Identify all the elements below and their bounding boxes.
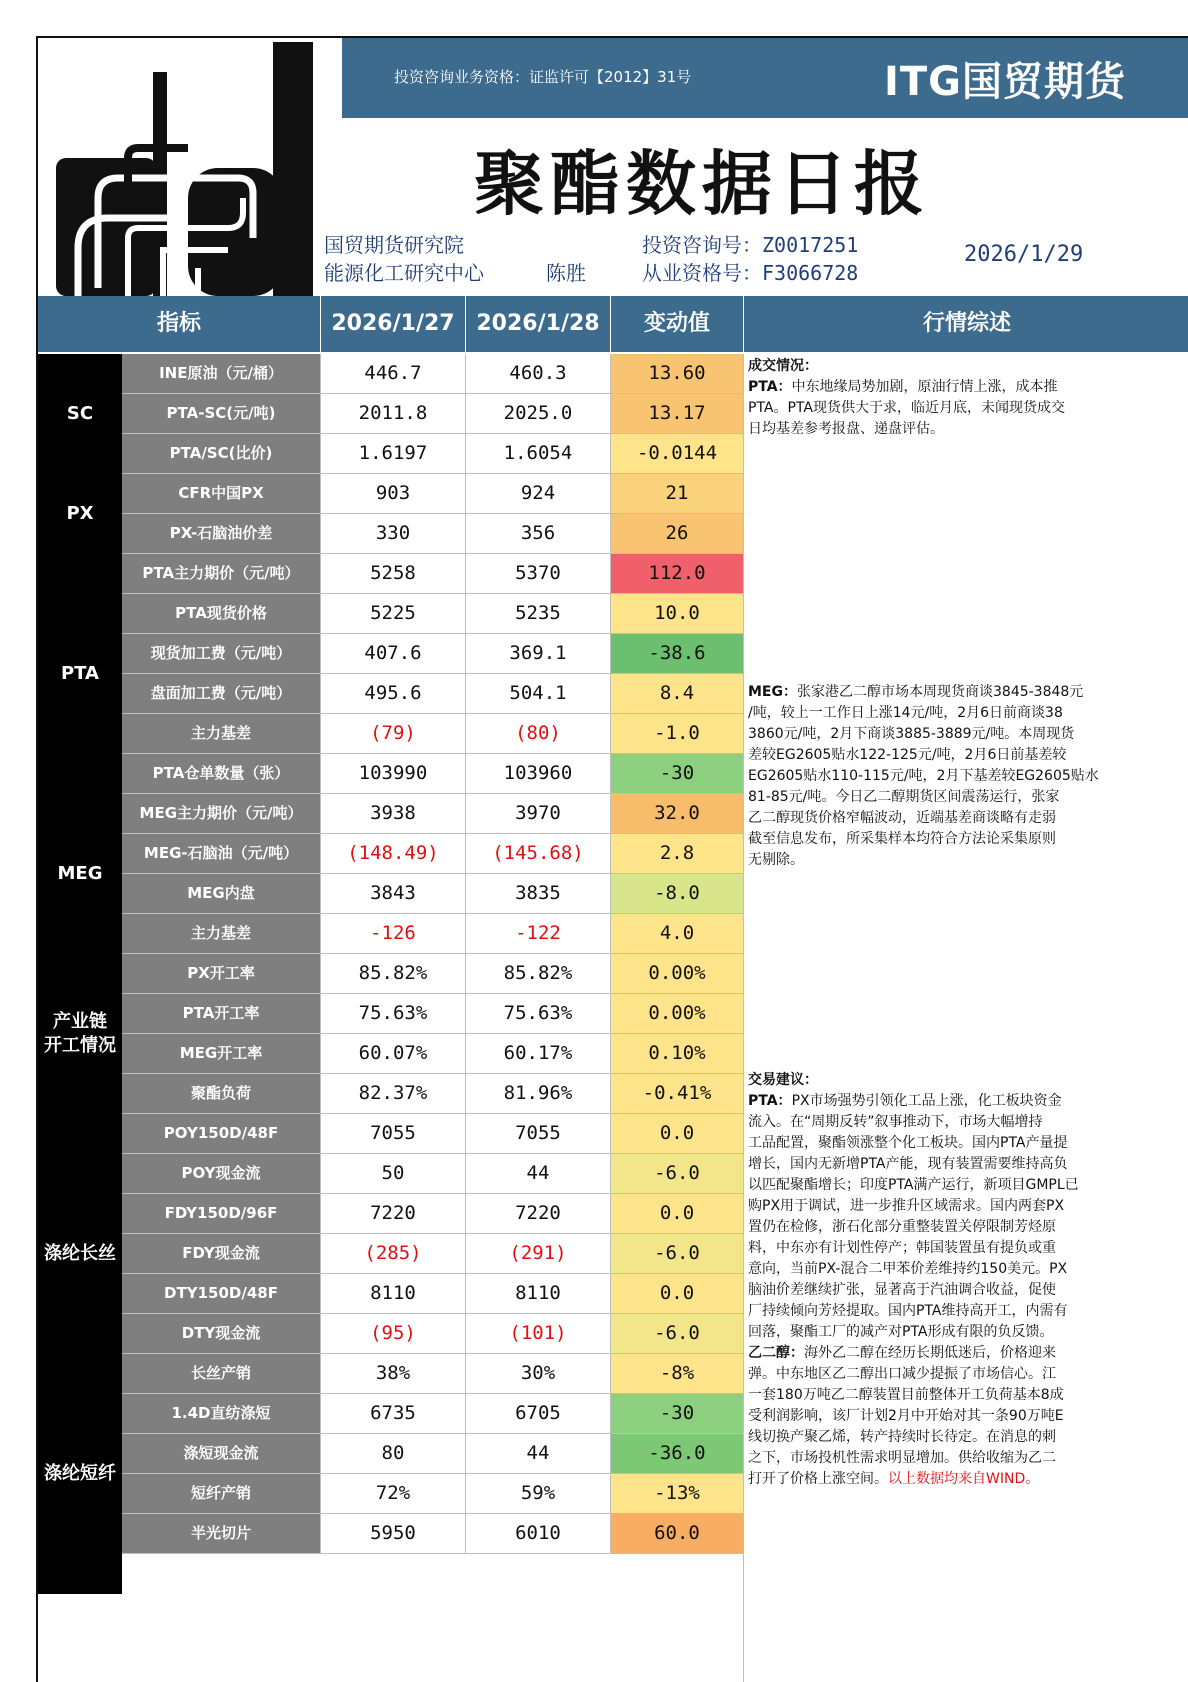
page-title: 聚酯数据日报: [474, 142, 930, 225]
value-date2: 44: [466, 1154, 611, 1194]
column-header-date2: 2026/1/28: [466, 296, 611, 352]
meg-deal-line: 截至信息发布，所采集样本均符合方法论采集原则: [748, 831, 1056, 847]
indicator-name: FDY现金流: [122, 1234, 321, 1274]
column-header-summary: 行情综述: [922, 311, 1011, 336]
table-row: [122, 1394, 742, 1434]
table-row: [122, 1474, 742, 1514]
table-row: [122, 474, 742, 514]
indicator-name: 主力基差: [122, 914, 321, 954]
table-header: [38, 296, 1188, 352]
refinery-logo-icon: [38, 38, 340, 296]
table-row: [122, 834, 742, 874]
change-value: -38.6: [611, 634, 744, 674]
indicator-name: DTY现金流: [122, 1314, 321, 1354]
change-value: -1.0: [611, 714, 744, 754]
value-date2: 1.6054: [466, 434, 611, 474]
change-value: 4.0: [611, 914, 744, 954]
value-date1: (285): [321, 1234, 466, 1274]
indicator-name: 聚酯负荷: [122, 1074, 321, 1114]
category-label: PX: [38, 474, 122, 554]
value-date1: (95): [321, 1314, 466, 1354]
table-row: [122, 1274, 742, 1314]
value-date1: 446.7: [321, 354, 466, 394]
value-date2: 924: [466, 474, 611, 514]
value-date1: 60.07%: [321, 1034, 466, 1074]
value-date2: 2025.0: [466, 394, 611, 434]
value-date1: 7220: [321, 1194, 466, 1234]
indicator-name: MEG开工率: [122, 1034, 321, 1074]
table-row: [122, 394, 742, 434]
indicator-name: PTA主力期价（元/吨）: [122, 554, 321, 594]
value-date2: 7220: [466, 1194, 611, 1234]
value-date2: 3835: [466, 874, 611, 914]
table-row: [122, 1154, 742, 1194]
table-row: [122, 1354, 742, 1394]
value-date1: 903: [321, 474, 466, 514]
change-value: -30: [611, 1394, 744, 1434]
eg-advice-line: 受利润影响，该厂计划2月中开始对其一条90万吨E: [748, 1408, 1064, 1424]
table-row: [122, 1514, 742, 1554]
value-date1: -126: [321, 914, 466, 954]
pta-deal-line: 日均基差参考报盘、递盘评估。: [748, 421, 944, 437]
value-date1: (148.49): [321, 834, 466, 874]
deal-section: [748, 356, 1188, 440]
change-value: 112.0: [611, 554, 744, 594]
value-date1: 7055: [321, 1114, 466, 1154]
value-date2: (101): [466, 1314, 611, 1354]
analyst-name: 陈胜: [546, 261, 586, 285]
change-value: -0.41%: [611, 1074, 744, 1114]
category-label: 涤纶短纤: [38, 1394, 122, 1554]
report-frame: [36, 36, 1188, 1682]
indicator-name: 涤短现金流: [122, 1434, 321, 1474]
indicator-name: 短纤产销: [122, 1474, 321, 1514]
pta-deal-line: PTA：中东地缘局势加剧，原油行情上涨，成本推: [748, 379, 1058, 395]
table-row: [122, 754, 742, 794]
table-row: [122, 634, 742, 674]
eg-advice-line: 一套180万吨乙二醇装置目前整体开工负荷基本8成: [748, 1387, 1064, 1403]
meg-deal-line: 差较EG2605贴水122-125元/吨，2月6日前基差较: [748, 747, 1067, 763]
table-row: [122, 1434, 742, 1474]
pta-advice-line: 工品配置，聚酯领涨整个化工板块。国内PTA产量提: [748, 1135, 1068, 1151]
value-date2: 7055: [466, 1114, 611, 1154]
table-row: [122, 954, 742, 994]
table-row: [122, 914, 742, 954]
deal-title: 成交情况：: [748, 358, 818, 374]
value-date1: 85.82%: [321, 954, 466, 994]
change-value: -0.0144: [611, 434, 744, 474]
value-date1: 3938: [321, 794, 466, 834]
pta-advice-line: 以匹配聚酯增长；印度PTA满产运行，新项目GMPL已: [748, 1177, 1079, 1193]
change-value: 0.0: [611, 1114, 744, 1154]
change-value: 21: [611, 474, 744, 514]
value-date2: 5370: [466, 554, 611, 594]
change-value: 10.0: [611, 594, 744, 634]
value-date1: 6735: [321, 1394, 466, 1434]
indicator-name: POY150D/48F: [122, 1114, 321, 1154]
indicator-name: PTA/SC(比价): [122, 434, 321, 474]
table-row: [122, 1314, 742, 1354]
change-value: -6.0: [611, 1314, 744, 1354]
brand-logo: ITG国贸期货: [884, 59, 1126, 105]
change-value: -30: [611, 754, 744, 794]
table-row: [122, 1114, 742, 1154]
value-date1: 407.6: [321, 634, 466, 674]
indicator-name: DTY150D/48F: [122, 1274, 321, 1314]
value-date1: 82.37%: [321, 1074, 466, 1114]
change-value: -8.0: [611, 874, 744, 914]
advice-title: 交易建议：: [748, 1072, 818, 1088]
indicator-name: 盘面加工费（元/吨）: [122, 674, 321, 714]
meg-deal-line: 乙二醇现货价格窄幅波动，近端基差商谈略有走弱: [748, 810, 1056, 826]
qualification-number: 从业资格号：F3066728: [642, 261, 859, 285]
indicator-name: MEG-石脑油（元/吨）: [122, 834, 321, 874]
category-label: SC: [38, 354, 122, 474]
indicator-name: 现货加工费（元/吨）: [122, 634, 321, 674]
value-date2: 44: [466, 1434, 611, 1474]
indicator-name: PTA现货价格: [122, 594, 321, 634]
meg-deal-line: /吨，较上一工作日上涨14元/吨，2月6日前商谈38: [748, 705, 1063, 721]
indicator-name: MEG内盘: [122, 874, 321, 914]
table-row: [122, 714, 742, 754]
category-label: MEG: [38, 794, 122, 954]
value-date2: 6705: [466, 1394, 611, 1434]
value-date2: -122: [466, 914, 611, 954]
value-date1: 50: [321, 1154, 466, 1194]
institute-name: 国贸期货研究院: [324, 233, 464, 257]
value-date2: 75.63%: [466, 994, 611, 1034]
advice-section: [748, 1070, 1188, 1490]
value-date2: 356: [466, 514, 611, 554]
value-date2: (80): [466, 714, 611, 754]
indicator-name: 半光切片: [122, 1514, 321, 1554]
wind-note: 以上数据均来自WIND。: [888, 1471, 1040, 1487]
value-date2: 5235: [466, 594, 611, 634]
table-row: [122, 994, 742, 1034]
table-row: [122, 874, 742, 914]
value-date2: 85.82%: [466, 954, 611, 994]
value-date2: 8110: [466, 1274, 611, 1314]
value-date1: 5225: [321, 594, 466, 634]
value-date2: (145.68): [466, 834, 611, 874]
indicator-name: POY现金流: [122, 1154, 321, 1194]
table-row: [122, 1194, 742, 1234]
category-label: 涤纶长丝: [38, 1114, 122, 1394]
value-date1: 5258: [321, 554, 466, 594]
qualification-text: 投资咨询业务资格：证监许可【2012】31号: [394, 68, 692, 86]
value-date1: 495.6: [321, 674, 466, 714]
change-value: -13%: [611, 1474, 744, 1514]
value-date1: 3843: [321, 874, 466, 914]
table-row: [122, 434, 742, 474]
pta-advice-line: 意向，当前PX-混合二甲苯价差维持约150美元。PX: [748, 1261, 1068, 1277]
indicator-name: PX开工率: [122, 954, 321, 994]
pta-advice-line: 回落，聚酯工厂的减产对PTA形成有限的负反馈。: [748, 1324, 1054, 1340]
indicator-name: FDY150D/96F: [122, 1194, 321, 1234]
change-value: -6.0: [611, 1234, 744, 1274]
value-date1: 80: [321, 1434, 466, 1474]
table-row: [122, 1234, 742, 1274]
eg-advice-line: 弹。中东地区乙二醇出口减少提振了市场信心。江: [748, 1366, 1056, 1382]
eg-advice-line: 之下，市场投机性需求明显增加。供给收缩为乙二: [748, 1450, 1056, 1466]
pta-deal-line: PTA。PTA现货供大于求，临近月底，未闻现货成交: [748, 400, 1065, 416]
header-bar: [342, 38, 1188, 118]
change-value: 8.4: [611, 674, 744, 714]
value-date2: 3970: [466, 794, 611, 834]
category-label: 产业链 开工情况: [38, 954, 122, 1114]
indicator-name: 主力基差: [122, 714, 321, 754]
pta-advice-line: 流入。在“周期反转”叙事推动下，市场大幅增持: [748, 1114, 1043, 1130]
value-date2: 460.3: [466, 354, 611, 394]
indicator-name: 1.4D直纺涤短: [122, 1394, 321, 1434]
market-summary: [743, 354, 1188, 1682]
eg-advice-line: 打开了价格上涨空间。以上数据均来自WIND。: [748, 1471, 1040, 1487]
pta-advice-line: 料，中东亦有计划性停产；韩国装置虽有提负或重: [748, 1240, 1056, 1256]
change-value: 0.0: [611, 1194, 744, 1234]
value-date2: 504.1: [466, 674, 611, 714]
value-date2: 59%: [466, 1474, 611, 1514]
change-value: -6.0: [611, 1154, 744, 1194]
change-value: 0.00%: [611, 954, 744, 994]
indicator-name: PTA仓单数量（张）: [122, 754, 321, 794]
change-value: 32.0: [611, 794, 744, 834]
value-date2: 103960: [466, 754, 611, 794]
indicator-name: PX-石脑油价差: [122, 514, 321, 554]
value-date1: 330: [321, 514, 466, 554]
eg-advice-line: 乙二醇：海外乙二醇在经历长期低迷后，价格迎来: [748, 1345, 1056, 1361]
change-value: 26: [611, 514, 744, 554]
report-date: 2026/1/29: [964, 242, 1084, 267]
value-date2: (291): [466, 1234, 611, 1274]
meg-deal-line: 81-85元/吨。今日乙二醇期货区间震荡运行，张家: [748, 789, 1060, 805]
meg-deal-line: MEG：张家港乙二醇市场本周现货商谈3845-3848元: [748, 684, 1084, 700]
meg-deal-section: [748, 682, 1188, 871]
value-date2: 30%: [466, 1354, 611, 1394]
pta-advice-line: 购PX用于调试，进一步推升区域需求。国内两套PX: [748, 1198, 1065, 1214]
value-date1: 38%: [321, 1354, 466, 1394]
meg-deal-line: 无剔除。: [748, 852, 804, 868]
change-value: -8%: [611, 1354, 744, 1394]
value-date1: 75.63%: [321, 994, 466, 1034]
consult-number: 投资咨询号：Z0017251: [642, 233, 859, 257]
pta-advice-line: 增长，国内无新增PTA产能，现有装置需要维持高负: [748, 1156, 1068, 1172]
change-value: 60.0: [611, 1514, 744, 1554]
value-date1: 2011.8: [321, 394, 466, 434]
category-continuation: [38, 1554, 122, 1594]
change-value: 13.60: [611, 354, 744, 394]
indicator-name: PTA-SC(元/吨): [122, 394, 321, 434]
indicator-name: MEG主力期价（元/吨）: [122, 794, 321, 834]
value-date1: (79): [321, 714, 466, 754]
value-date2: 60.17%: [466, 1034, 611, 1074]
value-date2: 6010: [466, 1514, 611, 1554]
eg-advice-line: 线切换产聚乙烯，转产持续时长待定。在消息的刺: [748, 1429, 1056, 1445]
table-row: [122, 354, 742, 394]
meg-deal-line: EG2605贴水110-115元/吨，2月下基差较EG2605贴水: [748, 768, 1099, 784]
table-row: [122, 514, 742, 554]
value-date1: 1.6197: [321, 434, 466, 474]
column-header-date1: 2026/1/27: [321, 296, 466, 352]
table-row: [122, 794, 742, 834]
pta-advice-line: 置仍在检修，浙石化部分重整装置关停限制芳烃原: [748, 1219, 1056, 1235]
value-date1: 5950: [321, 1514, 466, 1554]
value-date1: 103990: [321, 754, 466, 794]
column-header-change: 变动值: [611, 296, 744, 352]
column-header-indicator: 指标: [38, 296, 321, 352]
change-value: 0.00%: [611, 994, 744, 1034]
center-name: 能源化工研究中心: [324, 261, 484, 285]
change-value: 0.10%: [611, 1034, 744, 1074]
change-value: 0.0: [611, 1274, 744, 1314]
indicator-name: INE原油（元/桶）: [122, 354, 321, 394]
value-date1: 8110: [321, 1274, 466, 1314]
change-value: 13.17: [611, 394, 744, 434]
value-date2: 81.96%: [466, 1074, 611, 1114]
pta-advice-line: PTA：PX市场强势引领化工品上涨，化工板块资金: [748, 1093, 1062, 1109]
change-value: 2.8: [611, 834, 744, 874]
table-row: [122, 674, 742, 714]
indicator-name: CFR中国PX: [122, 474, 321, 514]
table-row: [122, 594, 742, 634]
table-row: [122, 554, 742, 594]
table-row: [122, 1074, 742, 1114]
value-date2: 369.1: [466, 634, 611, 674]
meg-deal-line: 3860元/吨，2月下商谈3885-3889元/吨。本周现货: [748, 726, 1075, 742]
pta-advice-line: 脑油价差继续扩张，显著高于汽油调合收益，促使: [748, 1282, 1056, 1298]
indicator-name: PTA开工率: [122, 994, 321, 1034]
indicator-name: 长丝产销: [122, 1354, 321, 1394]
table-row: [122, 1034, 742, 1074]
value-date1: 72%: [321, 1474, 466, 1514]
change-value: -36.0: [611, 1434, 744, 1474]
pta-advice-line: 厂持续倾向芳烃提取。国内PTA维持高开工，内需有: [748, 1303, 1068, 1319]
category-label: PTA: [38, 554, 122, 794]
